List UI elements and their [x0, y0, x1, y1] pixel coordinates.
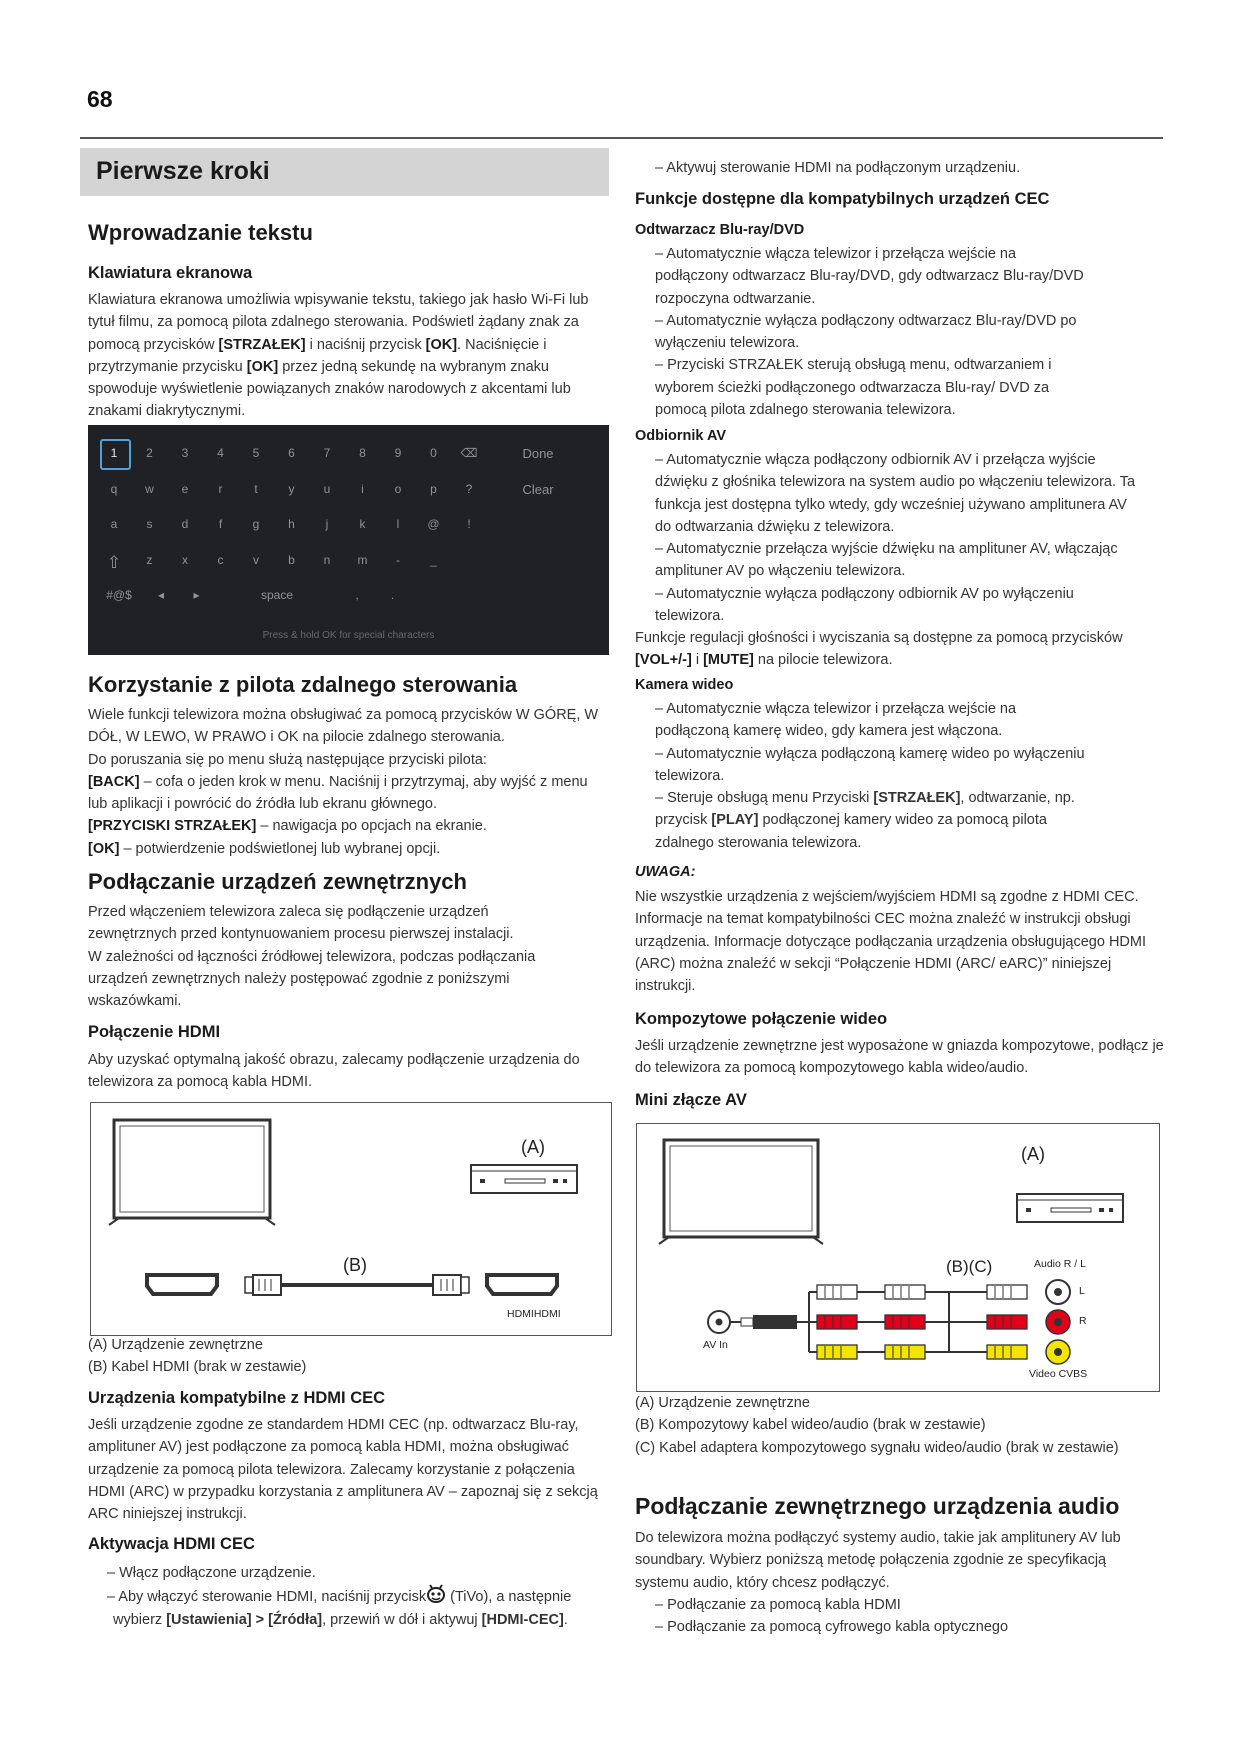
bluray-list: – Automatycznie włącza telewizor i przełącza wejście na podłączony odtwarzacz Blu-ray/DVD, gdy odtwarzacz Blu-ray/DVD rozpoczyna odtwarzanie. – Automatycznie wyłącza podłączony odtwarzacz Blu-ray/DVD po wyłączeniu telewizora. – Przyciski STRZAŁEK sterują obsługą menu, odtwarzaniem i wyborem ścieżki podłączonego odtwarzacza Blu-ray/ DVD za pomocą pilota zdalnego sterowania telewizora.	[655, 246, 1084, 419]
key-row3-3[interactable]: f	[218, 517, 223, 531]
key-row5-0[interactable]: #@$	[106, 588, 132, 602]
key-row4-9[interactable]: _	[430, 553, 437, 567]
av-captions: (A) Urządzenie zewnętrzne (B) Kompozytowy kabel wideo/audio (brak w zestawie) (C) Kabel adaptera kompozytowego sygnału wideo/audio (brak w zestawie)	[635, 1395, 1119, 1456]
key-row3-10[interactable]: !	[467, 517, 471, 531]
note-paragraph: Nie wszystkie urządzenia z wejściem/wyjściem HDMI są zgodne z HDMI CEC. Informacje na temat kompatybilności CEC można znaleźć w instrukcji obsługi urządzenia. Informacje dotyczące podłączania urządzenia obsługującego HDMI (ARC) można znaleźć w sekcji “Połączenie HDMI (ARC/ eARC)” niniejszej instrukcji.	[635, 889, 1147, 995]
remote-title: Korzystanie z pilota zdalnego sterowania	[88, 672, 518, 697]
rca-plug	[817, 1315, 857, 1329]
audio-l-label: L	[1079, 1285, 1085, 1297]
key-row1-3[interactable]: 4	[217, 446, 224, 460]
hdmi-captions: (A) Urządzenie zewnętrzne (B) Kabel HDMI (brak w zestawie)	[88, 1337, 307, 1376]
key-row1-4[interactable]: 5	[252, 446, 260, 460]
hdmi-port-tv-icon	[147, 1275, 217, 1294]
cec-activate-title: Aktywacja HDMI CEC	[88, 1535, 255, 1553]
rca-plug	[885, 1345, 925, 1359]
key-row3-1[interactable]: s	[146, 517, 153, 531]
key-row3-9[interactable]: @	[427, 517, 440, 531]
external-device-icon	[1017, 1194, 1123, 1222]
key-row3-4[interactable]: g	[252, 517, 260, 531]
key-row2-8[interactable]: o	[394, 482, 402, 496]
key-row2-0[interactable]: q	[110, 482, 118, 496]
key-row1-6[interactable]: 7	[323, 446, 331, 460]
key-row1-7[interactable]: 8	[359, 446, 366, 460]
rca-plug	[987, 1345, 1027, 1359]
cec-paragraph: Jeśli urządzenie zgodne ze standardem HDMI CEC (np. odtwarzacz Blu-ray, amplituner AV) jest podłączone za pomocą kabla HDMI, można obsługiwać urządzenie za pomocą pilota telewizora. Zalecamy korzystanie z połączenia HDMI (ARC) w przypadku korzystania z amplitunera AV – zapoznaj się z sekcją ARC niniejszej instrukcji.	[88, 1417, 598, 1523]
av-diagram	[636, 1123, 1160, 1392]
external-paragraph: Przed włączeniem telewizora zaleca się podłączenie urządzeń zewnętrznych przed kontynuowaniem procesu pierwszej instalacji. W zależności od łączności źródłowej telewizora, podczas podłączania urządzeń zewnętrznych należy postępować zgodnie z poniższymi wskazówkami.	[88, 904, 536, 1010]
external-device-icon	[471, 1165, 577, 1193]
hdmi-cable-icon	[245, 1275, 469, 1295]
key-row2-5[interactable]: y	[288, 482, 295, 496]
key-row3-7[interactable]: k	[359, 517, 366, 531]
keyboard-paragraph: Klawiatura ekranowa umożliwia wpisywanie tekstu, takiego jak hasło Wi-Fi lub tytuł filmu, za pomocą pilota zdalnego sterowania. Podświetl żądany znak za pomocą przycisków [STRZAŁEK] i naciśnij przycisk [OK]. Naciśnięcie i przytrzymanie przycisku [OK] przez jedną sekundę na wybranym znaku spowoduje wyświetlenie powiązanych znaków narodowych z akcentami lub znakami diakrytycznymi.	[88, 292, 589, 420]
key-row2-10[interactable]: ?	[465, 482, 473, 496]
mini-av-title: Mini złącze AV	[635, 1091, 747, 1109]
hdmi-port-device-icon	[487, 1275, 557, 1294]
av-in-label: AV In	[703, 1339, 728, 1351]
onscreen-keyboard	[88, 425, 609, 655]
header-rule	[80, 137, 1163, 139]
composite-title: Kompozytowe połączenie wideo	[635, 1010, 888, 1028]
key-row4-6[interactable]: n	[323, 553, 331, 567]
keyboard-hint: Press & hold OK for special characters	[262, 630, 435, 641]
video-cvbs-label: Video CVBS	[1029, 1368, 1088, 1380]
hdmi-label-a: (A)	[521, 1137, 545, 1157]
key-row2-9[interactable]: p	[430, 482, 437, 496]
video-jack-icon	[1046, 1340, 1070, 1364]
remote-paragraph: Wiele funkcji telewizora można obsługiwać za pomocą przycisków W GÓRĘ, W DÓŁ, W LEWO, W PRAWO i OK na pilocie zdalnego sterowania. Do poruszania się po menu służą następujące przyciski pilota: [BACK] – cofa o jeden krok w menu. Naciśnij i przytrzymaj, aby wyjść z menu lub aplikacji i powrócić do źródła lub ekranu głównego. [PRZYCISKI STRZAŁEK] – nawigacja po opcjach na ekranie. [OK] – potwierdzenie podświetlonej lub wybranej opcji.	[88, 707, 599, 857]
key-row4-5[interactable]: b	[288, 553, 295, 567]
key-row1-0[interactable]: 1	[110, 446, 118, 460]
av-receiver-paragraph: Funkcje regulacji głośności i wyciszania są dostępne za pomocą przycisków [VOL+/-] i [MUTE] na pilocie telewizora.	[635, 630, 1123, 669]
tivo-icon	[426, 1584, 446, 1602]
cec-title: Urządzenia kompatybilne z HDMI CEC	[88, 1389, 386, 1407]
hdmi-label-b: (B)	[343, 1255, 367, 1275]
audio-list: – Podłączanie za pomocą kabla HDMI – Podłączanie za pomocą cyfrowego kabla optycznego	[655, 1597, 1009, 1636]
key-row2-3[interactable]: r	[218, 482, 223, 496]
key-row1-8[interactable]: 9	[394, 446, 402, 460]
audio-rl-label: Audio R / L	[1034, 1258, 1086, 1270]
hdmi-title: Połączenie HDMI	[88, 1023, 221, 1041]
external-title: Podłączanie urządzeń zewnętrznych	[88, 869, 467, 894]
key-row4-1[interactable]: z	[146, 553, 153, 567]
key-row1-10[interactable]: ⌫	[460, 446, 478, 460]
av-label-a: (A)	[1021, 1144, 1045, 1164]
rca-plug	[987, 1315, 1027, 1329]
audio-r-label: R	[1079, 1315, 1087, 1327]
key-row3-5[interactable]: h	[288, 517, 295, 531]
key-row4-8[interactable]: -	[396, 553, 400, 567]
key-row3-0[interactable]: a	[110, 517, 118, 531]
key-row1-1[interactable]: 2	[146, 446, 153, 460]
key-row4-7[interactable]: m	[357, 553, 368, 567]
key-row2-1[interactable]: w	[145, 482, 154, 496]
keyboard-title: Klawiatura ekranowa	[88, 264, 253, 282]
page-number: 68	[87, 86, 113, 112]
composite-paragraph: Jeśli urządzenie zewnętrzne jest wyposażone w gniazda kompozytowe, podłącz je do telewizora za pomocą kompozytowego kabla wideo/audio.	[635, 1038, 1164, 1077]
key-row3-2[interactable]: d	[181, 517, 189, 531]
key-row2-6[interactable]: u	[323, 482, 331, 496]
av-label-bc: (B)(C)	[946, 1257, 993, 1276]
key-row1-2[interactable]: 3	[181, 446, 189, 460]
done-key[interactable]: Done	[522, 446, 554, 461]
section-banner	[80, 148, 609, 196]
text-input-title: Wprowadzanie tekstu	[88, 220, 313, 245]
key-row5-1[interactable]: ◂	[157, 588, 165, 602]
key-row3-6[interactable]: j	[325, 517, 329, 531]
key-row5-3[interactable]: space	[260, 588, 294, 602]
hdmi-diagram	[90, 1102, 612, 1336]
key-row1-9[interactable]: 0	[430, 446, 437, 460]
rca-plug	[987, 1285, 1027, 1299]
tv-icon	[109, 1120, 275, 1225]
tv-icon	[659, 1140, 823, 1244]
key-row4-3[interactable]: c	[217, 553, 224, 567]
activate-device-item: – Aktywuj sterowanie HDMI na podłączonym urządzeniu.	[655, 160, 1021, 176]
key-row2-7[interactable]: i	[361, 482, 364, 496]
key-row2-4[interactable]: t	[254, 482, 258, 496]
key-row5-4[interactable]: ,	[355, 588, 359, 602]
av-receiver-title: Odbiornik AV	[635, 428, 727, 444]
section-banner-title: Pierwsze kroki	[96, 157, 270, 185]
key-row4-2[interactable]: x	[182, 553, 188, 567]
av-in-jack-icon	[708, 1311, 797, 1333]
key-row2-2[interactable]: e	[181, 482, 189, 496]
rca-plugs	[817, 1285, 1027, 1359]
rca-plug	[817, 1285, 857, 1299]
av-receiver-list: – Automatycznie włącza podłączony odbiornik AV i przełącza wyjście dźwięku z głośnika telewizora na system audio po włączeniu telewizora. Ta funkcja jest dostępna tylko wtedy, gdy wcześniej używano amplitunera AV do odtwarzania dźwięku z telewizora. – Automatycznie przełącza wyjście dźwięku na amplituner AV, włączając amplituner AV po włączeniu telewizora. – Automatycznie wyłącza podłączony odbiornik AV po wyłączeniu telewizora.	[655, 452, 1136, 625]
rca-plug	[885, 1285, 925, 1299]
camera-title: Kamera wideo	[635, 677, 734, 693]
key-row3-8[interactable]: l	[396, 517, 400, 531]
note-title: UWAGA:	[635, 864, 696, 880]
audio-paragraph: Do telewizora można podłączyć systemy audio, takie jak amplitunery AV lub soundbary. Wybierz poniższą metodę połączenia zgodnie ze specyfikacją systemu audio, który chcesz podłączyć.	[635, 1530, 1121, 1591]
rca-plug	[885, 1315, 925, 1329]
key-row5-2[interactable]: ▸	[193, 588, 200, 602]
functions-title: Funkcje dostępne dla kompatybilnych urządzeń CEC	[635, 190, 1050, 208]
key-row1-5[interactable]: 6	[288, 446, 295, 460]
bluray-title: Odtwarzacz Blu-ray/DVD	[635, 222, 805, 238]
key-row4-4[interactable]: v	[253, 553, 259, 567]
hdmi-label-ports: HDMIHDMI	[507, 1308, 561, 1320]
hdmi-paragraph: Aby uzyskać optymalną jakość obrazu, zalecamy podłączenie urządzenia do telewizora za pomocą kabla HDMI.	[88, 1052, 580, 1091]
clear-key[interactable]: Clear	[522, 482, 554, 497]
camera-list: – Automatycznie włącza telewizor i przełącza wejście na podłączoną kamerę wideo, gdy kamera jest włączona. – Automatycznie wyłącza podłączoną kamerę wideo po wyłączeniu telewizora. – Steruje obsługą menu Przyciski [STRZAŁEK], odtwarzanie, np. przycisk [PLAY] podłączonej kamery wideo za pomocą pilota zdalnego sterowania telewizora.	[655, 701, 1085, 851]
audio-title: Podłączanie zewnętrznego urządzenia audio	[635, 1493, 1120, 1519]
audio-l-jack-icon	[1046, 1280, 1070, 1304]
key-row4-0[interactable]: ⇧	[106, 553, 122, 572]
cec-activate-list: – Włącz podłączone urządzenie. – Aby włączyć sterowanie HDMI, naciśnij przycisk (TiVo), a następnie wybierz [Ustawienia] > [Źródła], przewiń w dół i aktywuj [HDMI-CEC].	[107, 1565, 572, 1628]
audio-r-jack-icon	[1046, 1310, 1070, 1334]
key-row5-5[interactable]: .	[390, 588, 395, 602]
rca-plug	[817, 1345, 857, 1359]
